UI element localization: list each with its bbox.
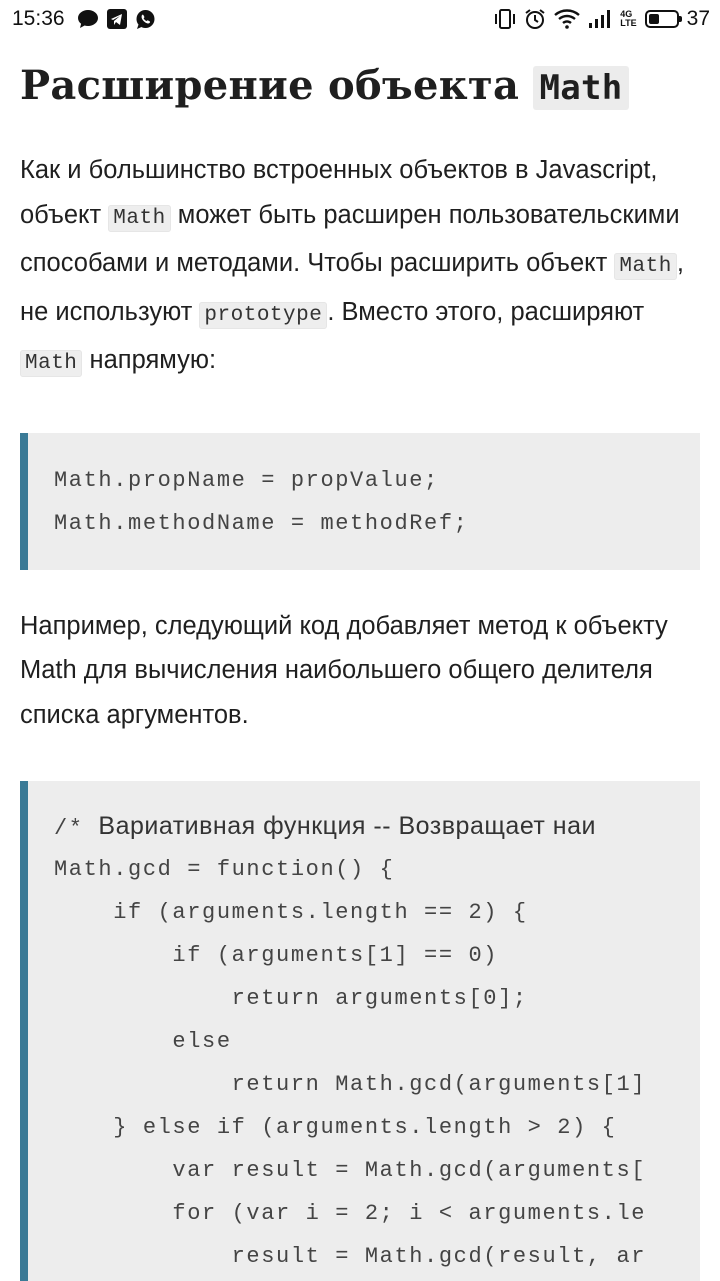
example-paragraph: Например, следующий код добавляет метод к объекту Math для вычисления наибольшего общего делителя списка аргументов. <box>20 611 668 729</box>
wifi-icon <box>554 9 580 29</box>
page-title <box>20 56 700 118</box>
intro-text-3: , не используют <box>20 249 684 326</box>
lte-top-label: 4G <box>620 9 633 19</box>
code-line: Math.gcd = function() { <box>54 857 395 882</box>
page-title-text: Расширение объекта <box>20 62 520 109</box>
code-line: if (arguments[1] == 0) <box>54 943 499 968</box>
signal-icon <box>588 9 612 29</box>
whatsapp-icon <box>135 9 156 30</box>
status-bar-left <box>12 7 156 31</box>
inline-code-math-2: Math <box>614 253 676 280</box>
code-comment-line <box>54 805 700 848</box>
code-line: result = Math.gcd(result, ar <box>54 1244 647 1269</box>
code-line: var result = Math.gcd(arguments[ <box>54 1158 647 1183</box>
code-line: return arguments[0]; <box>54 986 528 1011</box>
status-bar-right <box>494 7 710 31</box>
comment-open: /* <box>54 816 99 841</box>
battery-icon <box>645 10 679 28</box>
battery-fill <box>649 14 659 24</box>
vibrate-icon <box>494 8 516 30</box>
inline-code-prototype: prototype <box>199 302 327 329</box>
battery-percent: 37 <box>686 7 710 30</box>
chat-bubble-icon <box>77 9 99 29</box>
intro-text-5: напрямую: <box>82 346 217 374</box>
code-block-gcd-example <box>20 781 700 1281</box>
inline-code-math-3: Math <box>20 350 82 377</box>
article <box>20 50 700 1281</box>
code-line: Math.methodName = methodRef; <box>54 510 469 536</box>
intro-paragraph <box>20 148 700 387</box>
status-bar <box>0 0 720 38</box>
intro-text-4: . Вместо этого, расширяют <box>327 297 645 326</box>
lte-bottom-label: LTE <box>620 18 637 28</box>
lte-icon <box>620 10 636 28</box>
status-time: 15:36 <box>12 7 65 30</box>
code-line: } else if (arguments.length > 2) { <box>54 1115 617 1140</box>
code-line: Math.propName = propValue; <box>54 467 439 493</box>
code-line: else <box>54 1029 232 1054</box>
intro-text-1: Как и большинство встроенных объектов в Javascript, объект <box>20 156 658 229</box>
code-line: if (arguments.length == 2) { <box>54 900 528 925</box>
inline-code-math-1: Math <box>108 205 170 232</box>
alarm-icon <box>524 8 546 30</box>
code-line: return Math.gcd(arguments[1] <box>54 1072 647 1097</box>
code-line: for (var i = 2; i < arguments.le <box>54 1201 647 1226</box>
comment-text: Вариативная функция -- Возвращает наи <box>98 812 596 840</box>
telegram-icon <box>107 9 127 29</box>
intro-text-2: может быть расширен пользовательскими способами и методами. Чтобы расширить объект <box>20 200 680 277</box>
code-block-extend-syntax <box>20 433 700 570</box>
page-title-code: Math <box>533 66 628 110</box>
